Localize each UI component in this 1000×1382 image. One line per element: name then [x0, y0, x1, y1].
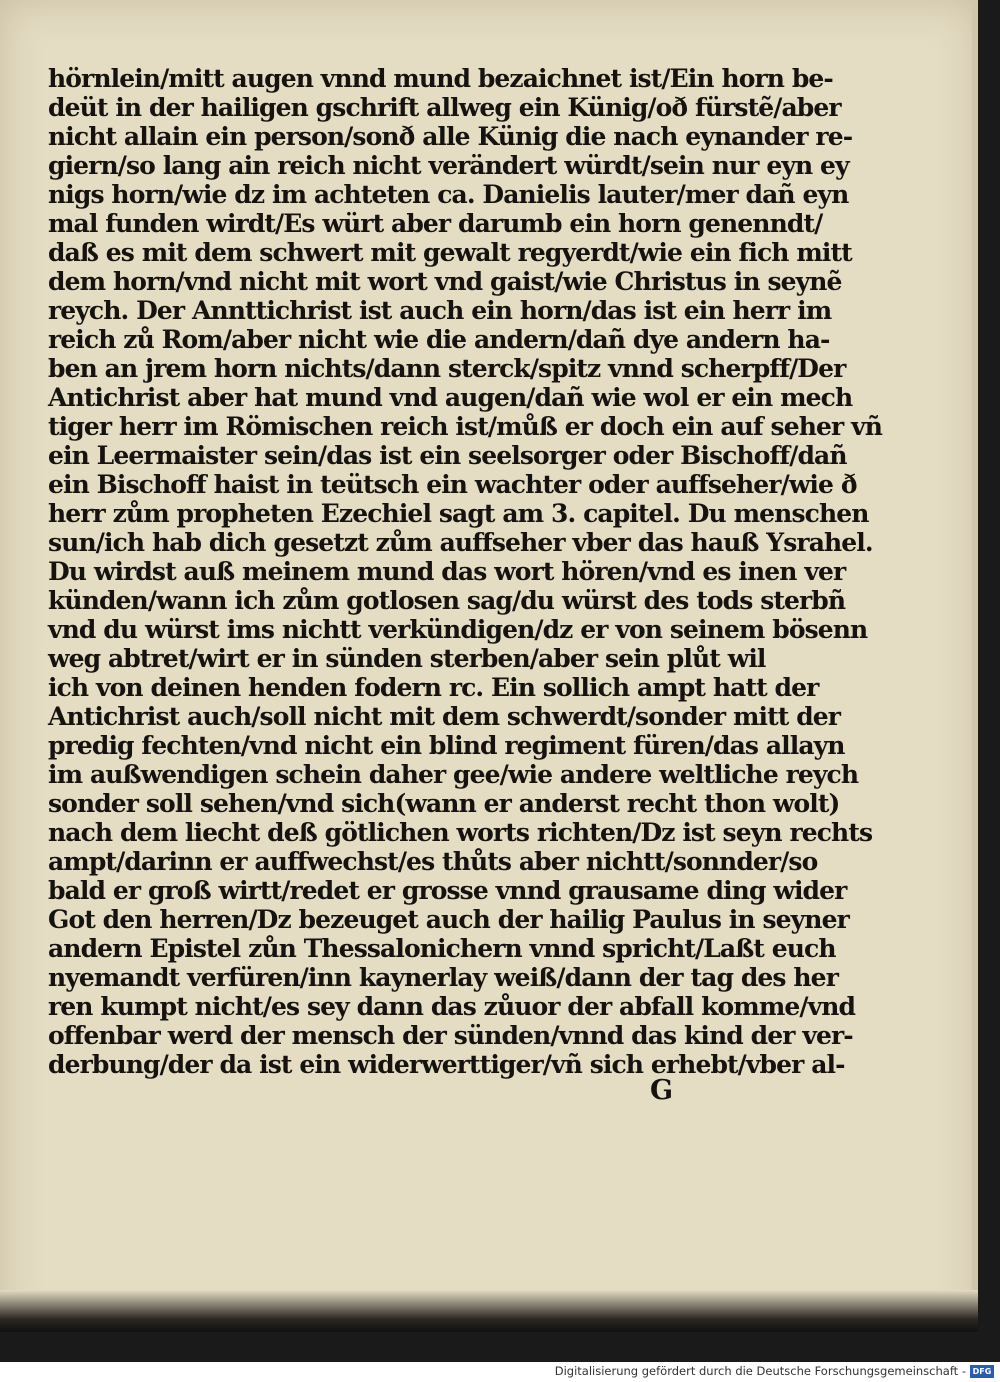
text-line: nach dem liecht deß götlichen worts richten/Dz ist seyn rechts [48, 818, 873, 847]
text-line: ein Bischoff haist in teütsch ein wachter oder auffseher/wie ð [48, 470, 857, 499]
text-line: ben an jrem horn nichts/dann sterck/spitz vnnd scherpff/Der [48, 354, 846, 383]
text-line: herr zům propheten Ezechiel sagt am 3. capitel. Du menschen [48, 499, 869, 528]
page-edge [972, 0, 978, 1332]
text-line: ren kumpt nicht/es sey dann das zůuor der abfall komme/vnd [48, 992, 856, 1021]
text-line: nicht allain ein person/sonð alle Künig die nach eynander re- [48, 122, 853, 151]
text-block [48, 64, 882, 1079]
text-line: predig fechten/vnd nicht ein blind regiment füren/das allayn [48, 731, 845, 760]
text-line: Got den herren/Dz bezeuget auch der hailig Paulus in seyner [48, 905, 849, 934]
text-line: ich von deinen henden fodern rc. Ein sollich ampt hatt der [48, 673, 819, 702]
text-line: derbung/der da ist ein widerwerttiger/vñ sich erhebt/vber al- [48, 1050, 845, 1079]
text-line: bald er groß wirtt/redet er grosse vnnd grausame ding wider [48, 876, 847, 905]
dfg-logo-icon: DFG [970, 1365, 994, 1378]
text-line: nyemandt verfüren/inn kaynerlay weiß/dann der tag des her [48, 963, 838, 992]
text-line: andern Epistel zůn Thessalonichern vnnd spricht/Laßt euch [48, 934, 836, 963]
text-line: künden/wann ich zům gotlosen sag/du würst des tods sterbñ [48, 586, 846, 615]
text-line: weg abtret/wirt er in sünden sterben/aber sein plůt wil [48, 644, 766, 673]
text-line: vnd du würst ims nichtt verkündigen/dz er von seinem bösenn [48, 615, 868, 644]
signature-mark: G [650, 1075, 674, 1106]
text-line: ampt/darinn er auffwechst/es thůts aber nichtt/sonnder/so [48, 847, 818, 876]
text-line: nigs horn/wie dz im achteten ca. Danielis lauter/mer dañ eyn [48, 180, 849, 209]
text-line: Du wirdst auß meinem mund das wort hören/vnd es inen ver [48, 557, 846, 586]
text-line: Antichrist auch/soll nicht mit dem schwerdt/sonder mitt der [48, 702, 841, 731]
text-line: hörnlein/mitt augen vnnd mund bezaichnet ist/Ein horn be- [48, 64, 833, 93]
text-line: reich zů Rom/aber nicht wie die andern/dañ dye andern ha- [48, 325, 830, 354]
page-bottom-shadow [0, 1290, 978, 1332]
text-line: giern/so lang ain reich nicht verändert würdt/sein nur eyn ey [48, 151, 849, 180]
text-line: sun/ich hab dich gesetzt zům auffseher vber das hauß Ysrahel. [48, 528, 873, 557]
footer-credit: Digitalisierung gefördert durch die Deutsche Forschungsgemeinschaft - [554, 1364, 966, 1378]
text-line: dem horn/vnd nicht mit wort vnd gaist/wie Christus in seynẽ [48, 267, 842, 296]
text-line: mal funden wirdt/Es würt aber darumb ein horn genenndt/ [48, 209, 823, 238]
text-line: Antichrist aber hat mund vnd augen/dañ wie wol er ein mech [48, 383, 853, 412]
text-line: ein Leermaister sein/das ist ein seelsorger oder Bischoff/dañ [48, 441, 847, 470]
text-line: offenbar werd der mensch der sünden/vnnd das kind der ver- [48, 1021, 853, 1050]
text-line: daß es mit dem schwert mit gewalt regyerdt/wie ein fich mitt [48, 238, 852, 267]
text-line: deüt in der hailigen gschrift allweg ein Künig/oð fürstẽ/aber [48, 93, 841, 122]
text-line: im außwendigen schein daher gee/wie andere weltliche reych [48, 760, 859, 789]
text-line: tiger herr im Römischen reich ist/můß er doch ein auf seher vñ [48, 412, 882, 441]
text-line: sonder soll sehen/vnd sich(wann er anderst recht thon wolt) [48, 789, 840, 818]
text-line: reych. Der Annttichrist ist auch ein horn/das ist ein herr im [48, 296, 832, 325]
